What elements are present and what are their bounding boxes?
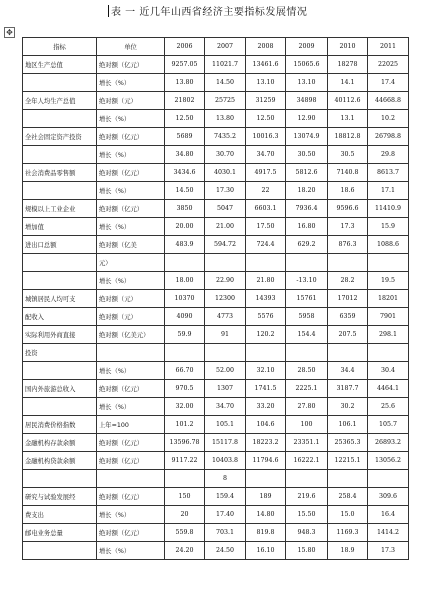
indicator-cell [23, 110, 97, 128]
unit-cell: 绝对额（亿元） [97, 452, 165, 470]
unit-cell [97, 344, 165, 362]
value-cell: 13.10 [246, 74, 286, 92]
value-cell: 14393 [246, 290, 286, 308]
table-row [23, 146, 409, 164]
value-cell: 18.6 [328, 182, 368, 200]
indicator-cell: 实际利用外商直接 [23, 326, 97, 344]
value-cell: 18.00 [165, 272, 205, 290]
indicator-cell: 增加值 [23, 218, 97, 236]
value-cell: 9117.22 [165, 452, 205, 470]
value-cell [165, 344, 205, 362]
value-cell: 24.20 [165, 542, 205, 560]
table-row [23, 254, 409, 272]
table-row [23, 506, 409, 524]
indicator-cell: 金融机构贷款余额 [23, 452, 97, 470]
unit-cell: 增长（%） [97, 146, 165, 164]
value-cell: 20 [165, 506, 205, 524]
value-cell: 970.5 [165, 380, 205, 398]
indicator-cell: 居民消费价格指数 [23, 416, 97, 434]
header-indicator: 指标 [23, 38, 97, 56]
unit-cell: 绝对额（亿元） [97, 128, 165, 146]
value-cell: 105.7 [368, 416, 409, 434]
table-row [23, 182, 409, 200]
indicator-cell: 费支出 [23, 506, 97, 524]
value-cell: 105.1 [205, 416, 246, 434]
value-cell: 298.1 [368, 326, 409, 344]
indicator-cell [23, 182, 97, 200]
value-cell: 12.90 [286, 110, 328, 128]
value-cell: 17012 [328, 290, 368, 308]
value-cell [246, 470, 286, 488]
value-cell: 66.70 [165, 362, 205, 380]
indicator-cell: 社会消费品零售额 [23, 164, 97, 182]
indicator-cell: 地区生产总值 [23, 56, 97, 74]
indicator-cell: 进出口总额 [23, 236, 97, 254]
value-cell: 8 [205, 470, 246, 488]
unit-cell: 绝对额（亿元） [97, 434, 165, 452]
value-cell: 20.00 [165, 218, 205, 236]
header-year: 2011 [368, 38, 409, 56]
unit-cell: 绝对额（元） [97, 290, 165, 308]
value-cell: 12.50 [165, 110, 205, 128]
value-cell: 13461.6 [246, 56, 286, 74]
value-cell: 22 [246, 182, 286, 200]
value-cell: 19.5 [368, 272, 409, 290]
indicator-cell [23, 146, 97, 164]
header-year: 2010 [328, 38, 368, 56]
value-cell: 4773 [205, 308, 246, 326]
value-cell: 13.10 [286, 74, 328, 92]
value-cell: 5958 [286, 308, 328, 326]
table-row [23, 326, 409, 344]
value-cell: 59.9 [165, 326, 205, 344]
value-cell: 10403.8 [205, 452, 246, 470]
indicator-cell: 国内外旅游总收入 [23, 380, 97, 398]
header-year: 2006 [165, 38, 205, 56]
value-cell: 120.2 [246, 326, 286, 344]
table-row [23, 128, 409, 146]
value-cell: 9596.6 [328, 200, 368, 218]
indicator-cell: 规模以上工业企业 [23, 200, 97, 218]
value-cell [286, 470, 328, 488]
value-cell: 1414.2 [368, 524, 409, 542]
value-cell [246, 254, 286, 272]
value-cell: 101.2 [165, 416, 205, 434]
table-row [23, 236, 409, 254]
table-move-handle-icon[interactable]: ✥ [4, 27, 15, 38]
value-cell: 309.6 [368, 488, 409, 506]
table-row [23, 398, 409, 416]
unit-cell: 绝对额（亿元） [97, 524, 165, 542]
value-cell: 948.3 [286, 524, 328, 542]
table-row [23, 344, 409, 362]
value-cell: 32.00 [165, 398, 205, 416]
unit-cell: 增长（%） [97, 362, 165, 380]
value-cell [368, 470, 409, 488]
table-row [23, 452, 409, 470]
value-cell: 17.40 [205, 506, 246, 524]
table-row [23, 434, 409, 452]
value-cell: 27.80 [286, 398, 328, 416]
indicator-cell: 邮电业务总量 [23, 524, 97, 542]
unit-cell [97, 470, 165, 488]
table-row [23, 56, 409, 74]
value-cell: 12300 [205, 290, 246, 308]
value-cell: 10016.3 [246, 128, 286, 146]
value-cell: 21.00 [205, 218, 246, 236]
table-row [23, 470, 409, 488]
value-cell: 5576 [246, 308, 286, 326]
value-cell: 13.80 [205, 110, 246, 128]
value-cell: 30.2 [328, 398, 368, 416]
table-row [23, 164, 409, 182]
value-cell [368, 344, 409, 362]
header-year: 2009 [286, 38, 328, 56]
value-cell [328, 470, 368, 488]
value-cell: 30.4 [368, 362, 409, 380]
value-cell: 12.50 [246, 110, 286, 128]
value-cell: 13074.9 [286, 128, 328, 146]
value-cell: 18278 [328, 56, 368, 74]
value-cell: 26893.2 [368, 434, 409, 452]
value-cell: 11021.7 [205, 56, 246, 74]
value-cell: 34898 [286, 92, 328, 110]
value-cell: 17.3 [328, 218, 368, 236]
table-row [23, 380, 409, 398]
value-cell: 876.3 [328, 236, 368, 254]
value-cell: 15117.8 [205, 434, 246, 452]
value-cell: 52.00 [205, 362, 246, 380]
value-cell [205, 254, 246, 272]
value-cell: 25365.3 [328, 434, 368, 452]
unit-cell: 增长（%） [97, 74, 165, 92]
table-row [23, 74, 409, 92]
value-cell: 12215.1 [328, 452, 368, 470]
unit-cell: 绝对额（元） [97, 92, 165, 110]
value-cell: 30.70 [205, 146, 246, 164]
value-cell: 23351.1 [286, 434, 328, 452]
header-unit: 单位 [97, 38, 165, 56]
value-cell: 594.72 [205, 236, 246, 254]
value-cell: 2225.1 [286, 380, 328, 398]
value-cell: 32.10 [246, 362, 286, 380]
value-cell: 21802 [165, 92, 205, 110]
value-cell: 14.80 [246, 506, 286, 524]
value-cell: 8613.7 [368, 164, 409, 182]
unit-cell: 上年=100 [97, 416, 165, 434]
value-cell: 106.1 [328, 416, 368, 434]
value-cell: 21.80 [246, 272, 286, 290]
value-cell: 13056.2 [368, 452, 409, 470]
value-cell: 34.4 [328, 362, 368, 380]
table-row [23, 308, 409, 326]
value-cell: 31259 [246, 92, 286, 110]
header-year: 2008 [246, 38, 286, 56]
value-cell: 189 [246, 488, 286, 506]
value-cell: 18201 [368, 290, 409, 308]
indicator-cell [23, 254, 97, 272]
value-cell: 15.50 [286, 506, 328, 524]
indicator-cell: 全社会固定资产投资 [23, 128, 97, 146]
table-row [23, 272, 409, 290]
value-cell: 16.80 [286, 218, 328, 236]
value-cell: 17.1 [368, 182, 409, 200]
indicator-cell: 金融机构存款余额 [23, 434, 97, 452]
value-cell: 16.4 [368, 506, 409, 524]
indicator-cell: 研究与试验发展经 [23, 488, 97, 506]
value-cell [165, 470, 205, 488]
table-row [23, 200, 409, 218]
unit-cell: 增长（%） [97, 110, 165, 128]
indicator-cell: 全年人均生产总值 [23, 92, 97, 110]
header-year: 2007 [205, 38, 246, 56]
value-cell: 16.10 [246, 542, 286, 560]
indicator-cell [23, 272, 97, 290]
value-cell: 219.6 [286, 488, 328, 506]
value-cell: 33.20 [246, 398, 286, 416]
value-cell: 22025 [368, 56, 409, 74]
unit-cell: 绝对额（元） [97, 308, 165, 326]
value-cell: 15.9 [368, 218, 409, 236]
unit-cell: 绝对额（亿元） [97, 488, 165, 506]
unit-cell: 增长（%） [97, 272, 165, 290]
value-cell: 18.20 [286, 182, 328, 200]
value-cell: 559.8 [165, 524, 205, 542]
value-cell: 17.3 [368, 542, 409, 560]
value-cell: 91 [205, 326, 246, 344]
value-cell: 6603.1 [246, 200, 286, 218]
value-cell: 629.2 [286, 236, 328, 254]
value-cell: 819.8 [246, 524, 286, 542]
value-cell: 34.70 [246, 146, 286, 164]
value-cell: 18812.8 [328, 128, 368, 146]
indicators-table [22, 37, 409, 560]
value-cell: 3187.7 [328, 380, 368, 398]
table-row [23, 362, 409, 380]
value-cell: 18223.2 [246, 434, 286, 452]
unit-cell: 增长（%） [97, 398, 165, 416]
value-cell: 104.6 [246, 416, 286, 434]
indicator-cell: 配收入 [23, 308, 97, 326]
value-cell: 4464.1 [368, 380, 409, 398]
value-cell: 724.4 [246, 236, 286, 254]
value-cell: 14.50 [205, 74, 246, 92]
value-cell: -13.10 [286, 272, 328, 290]
value-cell: 22.90 [205, 272, 246, 290]
unit-cell: 绝对额（亿元） [97, 380, 165, 398]
table-row [23, 218, 409, 236]
table-row [23, 524, 409, 542]
value-cell: 14.1 [328, 74, 368, 92]
value-cell: 207.5 [328, 326, 368, 344]
value-cell: 1307 [205, 380, 246, 398]
unit-cell: 增长（%） [97, 542, 165, 560]
value-cell: 26798.8 [368, 128, 409, 146]
value-cell: 4917.5 [246, 164, 286, 182]
indicator-cell [23, 74, 97, 92]
value-cell: 100 [286, 416, 328, 434]
value-cell: 1741.5 [246, 380, 286, 398]
value-cell: 29.8 [368, 146, 409, 164]
value-cell: 4030.1 [205, 164, 246, 182]
value-cell: 17.30 [205, 182, 246, 200]
table-row [23, 542, 409, 560]
indicator-cell: 投资 [23, 344, 97, 362]
unit-cell: 绝对额（亿美 [97, 236, 165, 254]
value-cell: 9257.05 [165, 56, 205, 74]
table-row [23, 110, 409, 128]
value-cell: 10.2 [368, 110, 409, 128]
value-cell: 7936.4 [286, 200, 328, 218]
value-cell: 258.4 [328, 488, 368, 506]
value-cell: 18.9 [328, 542, 368, 560]
value-cell: 6359 [328, 308, 368, 326]
value-cell: 25725 [205, 92, 246, 110]
value-cell: 14.50 [165, 182, 205, 200]
value-cell: 15065.6 [286, 56, 328, 74]
value-cell: 4090 [165, 308, 205, 326]
document-title: 表 一 近几年山西省经济主要指标发展情况 [108, 3, 307, 18]
unit-cell: 增长（%） [97, 506, 165, 524]
value-cell [328, 254, 368, 272]
unit-cell: 增长（%） [97, 218, 165, 236]
value-cell: 28.2 [328, 272, 368, 290]
value-cell: 5047 [205, 200, 246, 218]
value-cell: 7140.8 [328, 164, 368, 182]
value-cell: 483.9 [165, 236, 205, 254]
value-cell: 5812.6 [286, 164, 328, 182]
table-row [23, 290, 409, 308]
value-cell [328, 344, 368, 362]
unit-cell: 绝对额（亿元） [97, 200, 165, 218]
indicator-cell [23, 398, 97, 416]
value-cell: 3850 [165, 200, 205, 218]
value-cell: 1088.6 [368, 236, 409, 254]
value-cell [205, 344, 246, 362]
value-cell: 7435.2 [205, 128, 246, 146]
value-cell: 703.1 [205, 524, 246, 542]
unit-cell: 增长（%） [97, 182, 165, 200]
table-row [23, 92, 409, 110]
value-cell: 10370 [165, 290, 205, 308]
value-cell: 34.80 [165, 146, 205, 164]
value-cell: 30.5 [328, 146, 368, 164]
indicator-cell: 城镇居民人均可支 [23, 290, 97, 308]
indicator-cell [23, 362, 97, 380]
value-cell: 16222.1 [286, 452, 328, 470]
value-cell [246, 344, 286, 362]
value-cell: 154.4 [286, 326, 328, 344]
watermark [346, 555, 422, 607]
value-cell: 34.70 [205, 398, 246, 416]
value-cell [368, 254, 409, 272]
value-cell: 25.6 [368, 398, 409, 416]
value-cell: 159.4 [205, 488, 246, 506]
value-cell [286, 254, 328, 272]
value-cell: 3434.6 [165, 164, 205, 182]
value-cell: 150 [165, 488, 205, 506]
value-cell: 11410.9 [368, 200, 409, 218]
unit-cell: 绝对额（亿元） [97, 164, 165, 182]
value-cell: 30.50 [286, 146, 328, 164]
value-cell: 1169.3 [328, 524, 368, 542]
value-cell: 11794.6 [246, 452, 286, 470]
value-cell: 13.80 [165, 74, 205, 92]
table-header-row [23, 38, 409, 56]
value-cell: 13596.78 [165, 434, 205, 452]
value-cell: 15.0 [328, 506, 368, 524]
text-cursor [108, 5, 109, 17]
table-row [23, 488, 409, 506]
value-cell: 7901 [368, 308, 409, 326]
value-cell: 13.1 [328, 110, 368, 128]
indicator-cell [23, 542, 97, 560]
value-cell: 15761 [286, 290, 328, 308]
unit-cell: 绝对额（亿美元） [97, 326, 165, 344]
value-cell: 28.50 [286, 362, 328, 380]
value-cell: 15.80 [286, 542, 328, 560]
value-cell [286, 344, 328, 362]
indicator-cell [23, 470, 97, 488]
value-cell [165, 254, 205, 272]
value-cell: 5689 [165, 128, 205, 146]
table-row [23, 416, 409, 434]
value-cell: 17.50 [246, 218, 286, 236]
unit-cell: 元） [97, 254, 165, 272]
value-cell: 40112.6 [328, 92, 368, 110]
value-cell: 44668.8 [368, 92, 409, 110]
value-cell: 24.50 [205, 542, 246, 560]
unit-cell: 绝对额（亿元） [97, 56, 165, 74]
value-cell: 17.4 [368, 74, 409, 92]
